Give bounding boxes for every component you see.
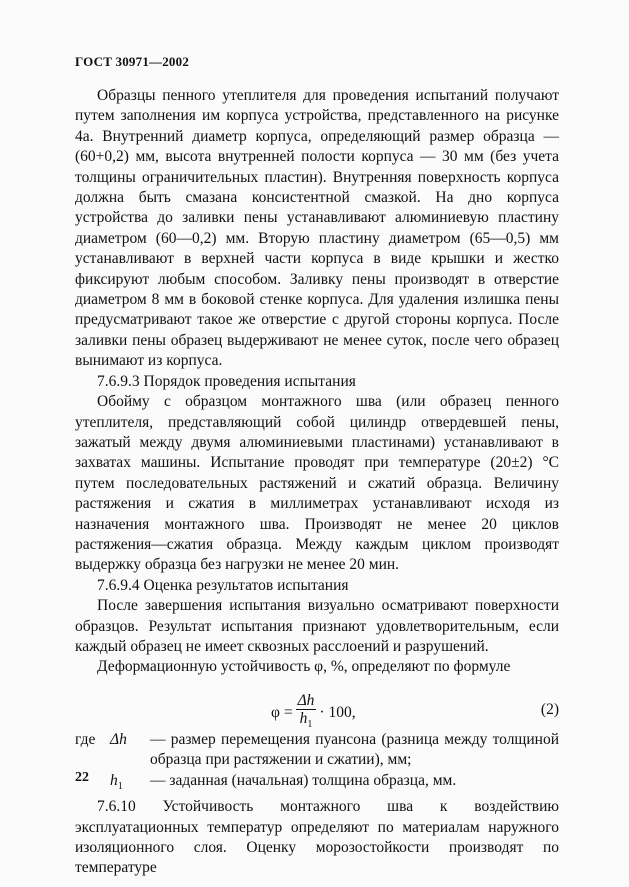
section-heading-test-procedure: 7.6.9.3 Порядок проведения испытания	[97, 372, 356, 390]
formula-fraction	[296, 692, 317, 734]
formula-legend	[75, 730, 559, 797]
legend-description: размер перемещения пуансона (разница между толщиной образца при растяжении и сжатии), мм;	[150, 730, 560, 769]
paragraph-operating-temperatures: 7.6.10 Устойчивость монтажного шва к воздействию эксплуатационных температур определяют по материалам наружного изоляционного слоя. Оценку морозостойкости производят по температуре	[75, 798, 559, 877]
formula-number: (2)	[540, 700, 559, 718]
formula-lhs: φ =	[271, 703, 293, 721]
formula-deformation-stability	[75, 684, 559, 730]
page-number: 22	[75, 770, 89, 785]
document-body	[75, 86, 559, 879]
paragraph-results-evaluation: После завершения испытания визуально осматривают поверхности образцов. Результат испытания признают удовлетворительным, если каждый образец не имеет сквозных расслоений и разрушений.	[75, 597, 559, 655]
formula-expression	[271, 692, 356, 734]
document-header: ГОСТ 30971—2002	[75, 54, 190, 69]
paragraph-test-procedure: Обойму с образцом монтажного шва (или образец пенного утеплителя, представляющий собой цилиндр отвердевшей пены, зажатый между двумя алюминиевыми пластинами) устанавливают в захватах машины. Испытание проводят при температуре (20±2) °С путем последовательных растяжений и сжатий образца. Величину растяжения и сжатия в миллиметрах устанавливают исходя из назначения монтажного шва. Производят не менее 20 циклов растяжения—сжатия образца. Между каждым циклом производят выдержку образца без нагрузки не менее 20 мин.	[75, 393, 559, 574]
formula-denominator: $h_1$	[299, 709, 313, 730]
legend-row-delta-h	[75, 730, 559, 771]
formula-rhs: · 100,	[319, 703, 356, 721]
legend-dash: —	[150, 730, 166, 748]
legend-dash: —	[150, 771, 166, 789]
legend-row-h1	[75, 771, 559, 798]
legend-symbol: Δh	[110, 730, 127, 748]
legend-lead-word: где	[75, 730, 96, 748]
paragraph-sample-preparation: Образцы пенного утеплителя для проведения испытаний получают путем заполнения им корпуса устройства, представленного на рисунке 4а. Внутренний диаметр корпуса, определяющий размер образца — (60+0,2) мм, высота внутренней полости корпуса — 30 мм (без учета толщины ограничительных пластин). Внутренняя поверхность корпуса должна быть смазана консистентной смазкой. На дно корпуса устройства до заливки пены устанавливают алюминиевую пластину диаметром (60—0,2) мм. Вторую пластину диаметром (65—0,5) мм устанавливают в верхней части корпуса в виде крышки и жестко фиксируют любым способом. Заливку пены производят в отверстие диаметром 8 мм в боковой стенке корпуса. Для удаления излишка пены предусматривают такое же отверстие с другой стороны корпуса. После заливки пены образец выдерживают не менее суток, после чего образец вынимают из корпуса.	[75, 87, 559, 370]
section-heading-results-evaluation: 7.6.9.4 Оценка результатов испытания	[97, 576, 349, 594]
legend-symbol: $h_1$	[110, 771, 123, 792]
legend-description: заданная (начальная) толщина образца, мм.	[169, 771, 457, 789]
paragraph-formula-intro: Деформационную устойчивость φ, %, определяют по формуле	[97, 658, 511, 676]
formula-numerator: Δh	[297, 691, 315, 709]
